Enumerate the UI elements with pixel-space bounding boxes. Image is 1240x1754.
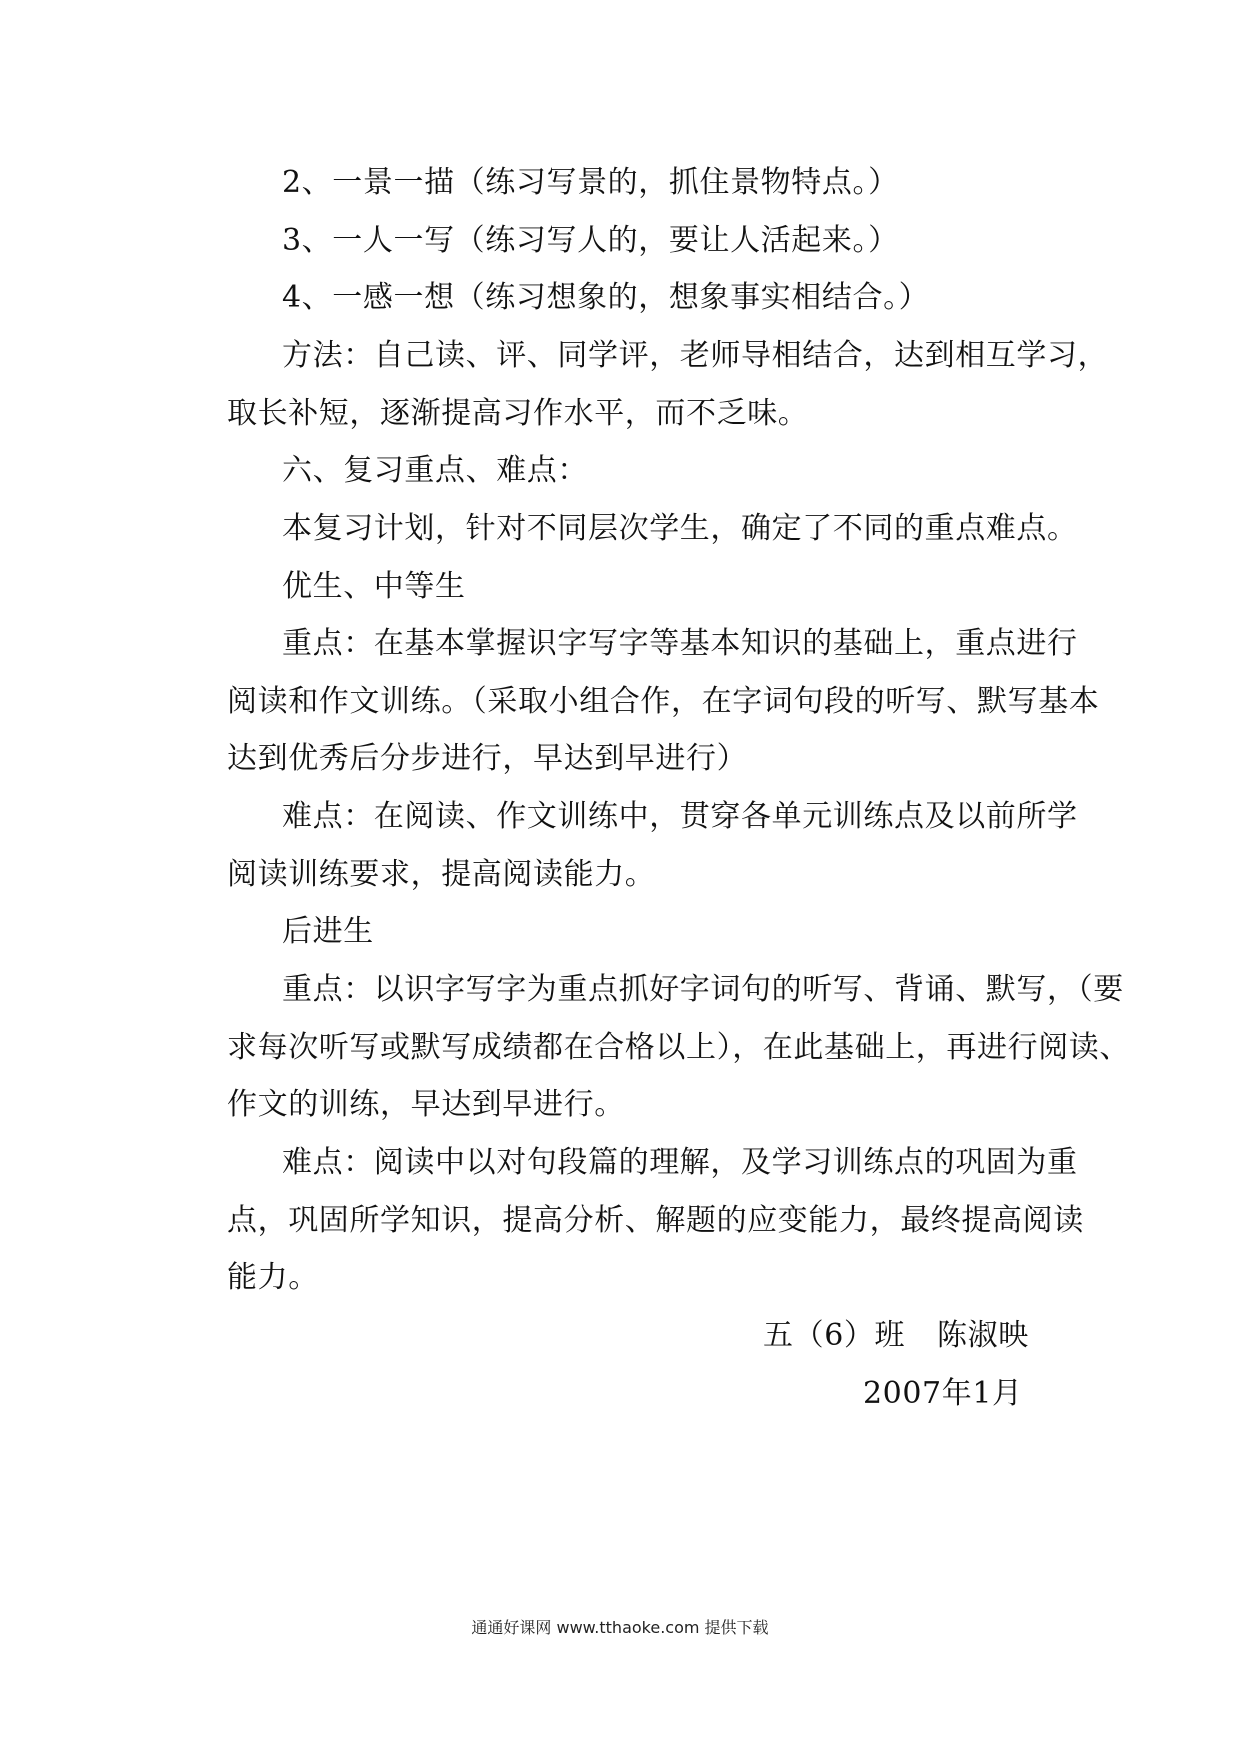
item-line-4: 4、一感一想（练习想象的，想象事实相结合。） (282, 280, 930, 315)
item-line-2: 2、一景一描（练习写景的，抓住景物特点。） (282, 165, 899, 200)
method-paragraph-line: 方法：自己读、评、同学评，老师导相结合，达到相互学习， (282, 338, 1109, 373)
difficulty-paragraph-line: 能力。 (227, 1260, 319, 1295)
difficulty-paragraph-line: 难点：在阅读、作文训练中，贯穿各单元训练点及以前所学 (282, 799, 1078, 834)
difficulty-paragraph-line: 阅读训练要求，提高阅读能力。 (227, 857, 656, 892)
group-heading-advanced: 优生、中等生 (282, 569, 466, 604)
download-footer: 通通好课网 www.tthaoke.com 提供下载 (471, 1618, 769, 1637)
key-point-paragraph-line: 作文的训练，早达到早进行。 (227, 1087, 625, 1122)
key-point-paragraph-line: 重点：在基本掌握识字写字等基本知识的基础上，重点进行 (282, 626, 1078, 661)
group-heading-struggling: 后进生 (282, 914, 374, 949)
key-point-paragraph-line: 阅读和作文训练。（采取小组合作，在字词句段的听写、默写基本 (227, 684, 1100, 719)
key-point-paragraph-line: 达到优秀后分步进行，早达到早进行） (227, 741, 748, 776)
signature-date: 2007年1月 (863, 1376, 1023, 1411)
item-line-3: 3、一人一写（练习写人的，要让人活起来。） (282, 223, 899, 258)
section-heading: 六、复习重点、难点： (282, 453, 588, 488)
difficulty-paragraph-line: 点，巩固所学知识，提高分析、解题的应变能力，最终提高阅读 (227, 1203, 1084, 1238)
signature-class: 五（6）班 (763, 1318, 906, 1353)
key-point-paragraph-line: 求每次听写或默写成绩都在合格以上），在此基础上，再进行阅读、 (227, 1030, 1130, 1065)
method-paragraph-line: 取长补短，逐渐提高习作水平，而不乏味。 (227, 396, 809, 431)
key-point-paragraph-line: 重点：以识字写字为重点抓好字词句的听写、背诵、默写，（要 (282, 972, 1124, 1007)
intro-paragraph: 本复习计划，针对不同层次学生，确定了不同的重点难点。 (282, 511, 1078, 546)
difficulty-paragraph-line: 难点：阅读中以对句段篇的理解，及学习训练点的巩固为重 (282, 1145, 1078, 1180)
signature-name: 陈淑映 (937, 1318, 1029, 1353)
